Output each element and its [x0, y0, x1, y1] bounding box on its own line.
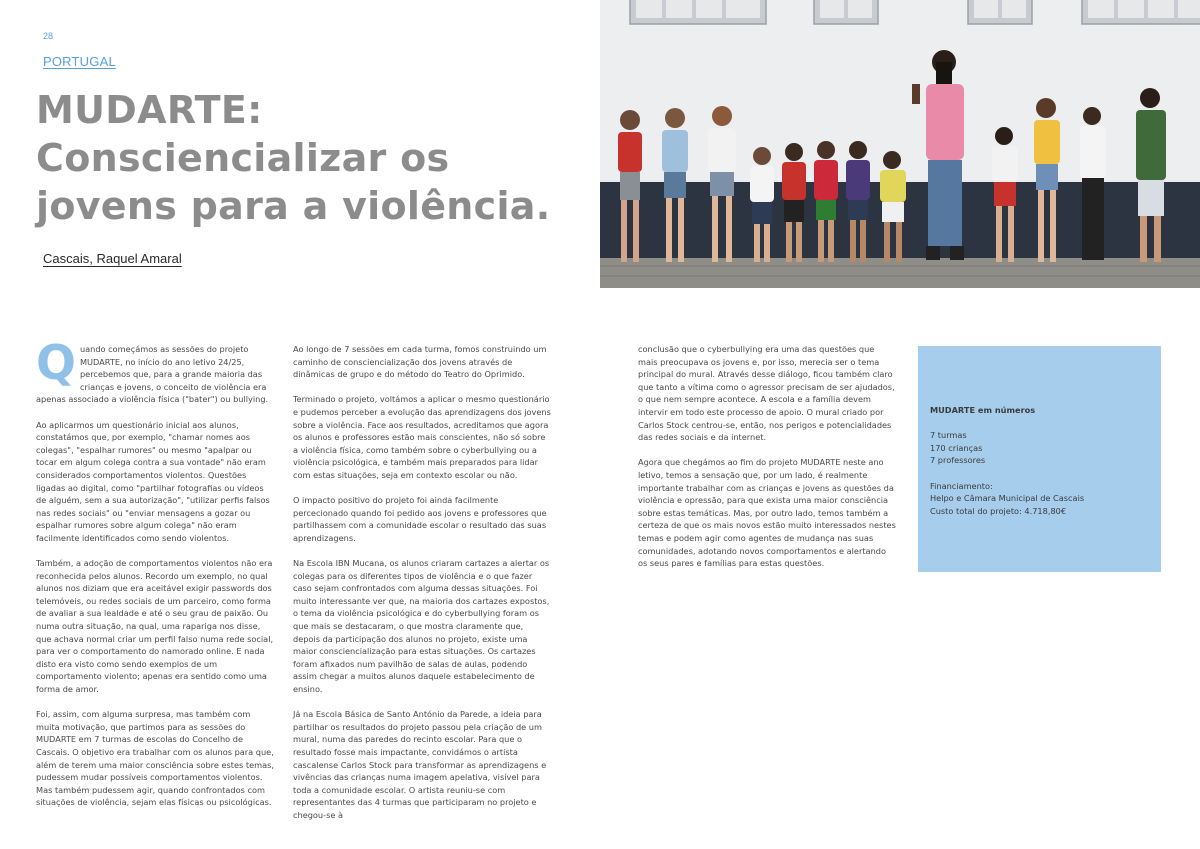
paragraph: Na Escola IBN Mucana, os alunos criaram cartazes a alertar os colegas para os diferentes tipos de violência e o que fazer caso sejam confrontados com alguma dessas situações. Foi muito interessante ver que, na maioria dos cartazes expostos, o tema da violência psicológica e do cyberbullying foram os que mais se destacaram, o que mostra claramente que, depois da participação dos alunos no projeto, existe uma maior consciencialização para estas situações. Os cartazes foram afixados num pavilhão de salas de aulas, podendo assim chegar a muitos alunos daquele estabelecimento de ensino. [293, 558, 550, 695]
title-line-2: Consciencializar os [36, 136, 450, 180]
title-line-1: MUDARTE: [36, 88, 263, 132]
funding-value: Helpo e Câmara Municipal de Cascais [930, 493, 1085, 504]
paragraph: Terminado o projeto, voltámos a aplicar o mesmo questionário e pudemos perceber a evolução das aprendizagens dos jovens sobre a violência. Face aos resultados, acreditamos que agora os alunos e professores estão mais conscientes, não só sobre a violência física, como também sobre o cyberbullying ou a violência psicológica, e também mais preparados para lidar com estas situações, seja em contexto escolar ou não. [293, 394, 551, 480]
stats-box-title: MUDARTE em números [930, 405, 1036, 415]
paragraph-text: uando começámos as sessões do projeto MUDARTE, no início do ano letivo 24/25, percebemos que, para a grande maioria das crianças e jovens, o conceito de violência era apenas associado a violência física ("bater") ou bullying. [36, 344, 269, 405]
section-tag[interactable]: PORTUGAL [43, 54, 116, 69]
byline[interactable]: Cascais, Raquel Amaral [43, 251, 182, 266]
stat-item: 7 professores [930, 455, 986, 466]
paragraph: Também, a adoção de comportamentos violentos não era reconhecida pelos alunos. Recordo um exemplo, no qual alunos nos diziam que era aceitável exigir passwords dos telemóveis, ou redes sociais de um parceiro, como forma de avaliar a sua lealdade e até o seu grau de paixão. Ou numa outra situação, na qual, uma rapariga nos disse, que achava normal criar um perfil falso numa rede social, para ver o comportamento do namorado online. E nada disto era visto como sendo exemplos de um comportamento violento; apenas era sentido como uma forma de amor. [36, 558, 274, 695]
dropcap: Q [36, 336, 76, 391]
paragraph: O impacto positivo do projeto foi ainda facilmente percecionado quando foi pedido aos jovens e professores que partilhassem com a comunidade escolar o resultado das suas aprendizagens. [293, 495, 547, 543]
article-column-1 [36, 336, 275, 822]
stat-item: 170 crianças [930, 442, 983, 453]
title-line-3: jovens para a violência. [36, 184, 551, 228]
page-title [36, 86, 596, 230]
funding-label: Financiamento: [930, 480, 993, 491]
group-photo [600, 0, 1200, 288]
paragraph: Foi, assim, com alguma surpresa, mas também com muita motivação, que partimos para as sessões do MUDARTE em 7 turmas de escolas do Concelho de Cascais. O objetivo era trabalhar com os alunos para que, além de terem uma maior consciência sobre estes temas, pudessem mudar possíveis comportamentos violentos. Mas também pudessem agir, quando confrontados com situações de violência, sejam elas físicas ou psicológicas. [36, 709, 275, 808]
article-column-2 [293, 343, 551, 834]
paragraph: Ao longo de 7 sessões em cada turma, fomos construindo um caminho de consciencialização dos jovens através de dinâmicas de grupo e do método do Teatro do Oprimido. [293, 344, 547, 380]
stat-item: 7 turmas [930, 430, 967, 441]
paragraph: Ao aplicarmos um questionário inicial aos alunos, constatámos que, por exemplo, "chamar nomes aos colegas", "espalhar rumores" ou mesmo "apalpar ou tocar em algum colega contra a sua vontade" não eram considerados comportamentos violentos. Questões ligadas ao digital, como "partilhar fotografias ou vídeos de alguém, sem a sua autorização", "utilizar perfis falsos nas redes sociais" ou "enviar mensagens a gozar ou espalhar rumores sobre algum colega" não eram facilmente identificados como sendo violentos. [36, 419, 270, 543]
group-photo-illustration [600, 0, 1200, 288]
stats-box [918, 346, 1161, 572]
page-number: 28 [43, 31, 54, 41]
total-cost: Custo total do projeto: 4.718,80€ [930, 505, 1067, 516]
paragraph: Já na Escola Básica de Santo António da Parede, a ideia para partilhar os resultados do projeto passou pela criação de um mural, numa das paredes do recinto escolar. Para que o resultado fosse mais impactante, convidámos o artista cascalense Carlos Stock para transformar as aprendizagens e vivências das crianças numa imagem apelativa, visível para toda a comunidade escolar. O artista reuniu-se com representantes das 4 turmas que participaram no projeto e chegou-se à [293, 709, 547, 820]
article-column-3 [638, 343, 896, 582]
paragraph: Agora que chegámos ao fim do projeto MUDARTE neste ano letivo, temos a sensação que, por um lado, é realmente importante trabalhar com as crianças e jovens as questões da violência e opressão, para que exista uma maior consciência sobre estas temáticas. Mas, por outro lado, temos também a certeza de que os mais novos estão muito interessados nestes temas e podem agir como agentes de mudança nas suas comunidades, adotando novos comportamentos e alertando os seus pares e famílias para estas questões. [638, 457, 896, 569]
paragraph [36, 336, 274, 406]
paragraph: conclusão que o cyberbullying era uma das questões que mais preocupava os jovens e, por isso, merecia ser o tema principal do mural. Através desse diálogo, ficou também claro que tanto a vítima como o agressor precisam de ser ajudados, o que nem sempre acontece. A escola e a família devem intervir em todo este processo de apoio. O mural criado por Carlos Stock centrou-se, então, nos perigos e potencialidades das redes sociais e da internet. [638, 344, 895, 443]
